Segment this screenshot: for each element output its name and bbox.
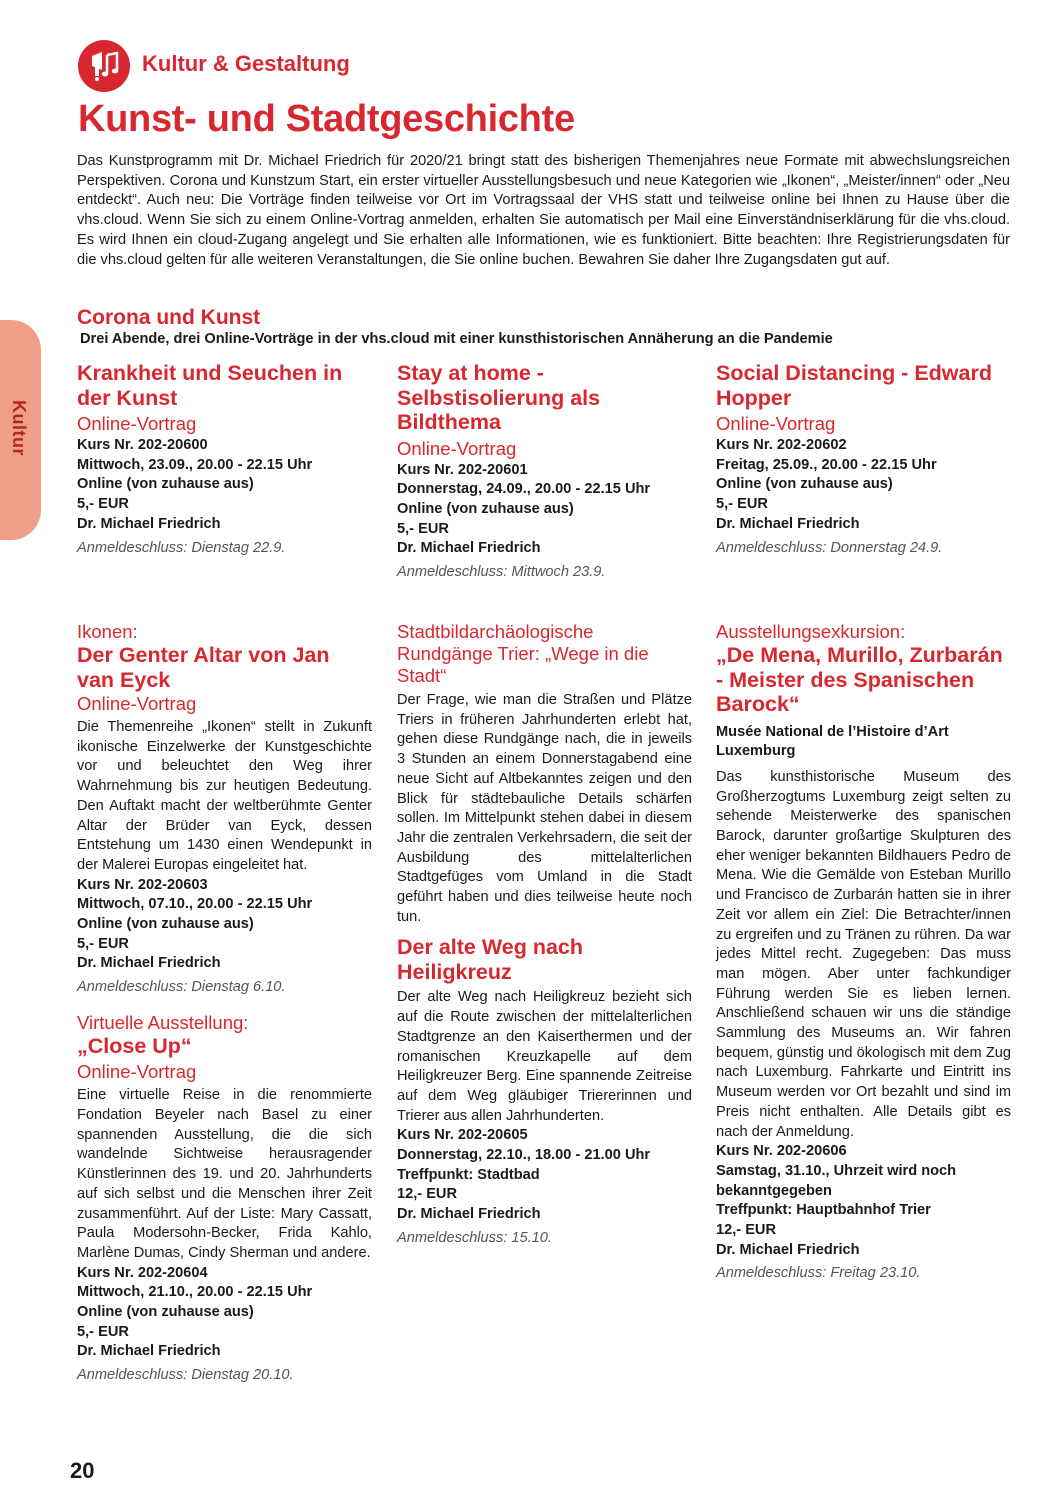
course-description: Das kunsthistorische Museum des Großherzogtums Luxemburg zeigt selten zu sehende Meisterwerke des spanischen Barock, darunter großartige Skulpturen des eher weniger bekannten Bildhauers Pedro de Mena. Wie die Gemälde von Esteban Murillo und Francisco de Zurbarán hatten sie in ihrer Zeit vor allem ein Ziel: Die Betrachter/innen zu ergreifen und zu Tränen zu rühren. Da war jedes Mittel recht. Zugegeben: Das muss man mögen. Aber unter fachkundiger Führung werden Sie es lieben lernen. Anschließend schauen wir uns die ständige Sammlung des Museums an. Wir fahren bequem, günstig und ökologisch mit dem Zug nach Luxemburg. Fahrkarte und Eintritt ins Museum werden vor Ort bezahlt und sind im Preis nicht enthalten. Alle Details gibt es nach der Anmeldung. <box>716 768 1011 1140</box>
course-type: Online-Vortrag <box>397 437 517 459</box>
course-description: Der alte Weg nach Heiligkreuz bezieht sich auf die Route zwischen der mittelalterlichen Stadtgrenze an den Kaiserthermen und der romanischen Kreuzkapelle auf dem Heiligkreuzer Berg. Eine spannende Zeitreise auf dem Weg gläubiger Triererinnen und Trierer aus allen Jahrhunderten. <box>397 989 692 1124</box>
course-date: Mittwoch, 23.09., 20.00 - 22.15 Uhr <box>77 456 313 473</box>
course-lecturer: Dr. Michael Friedrich <box>716 515 860 532</box>
category-logo <box>78 40 130 92</box>
course-number: Kurs Nr. 202-20603 <box>77 876 208 893</box>
intro-text: Das Kunstprogramm mit Dr. Michael Friedrich für 2020/21 bringt statt des bisherigen Themenjahres neue Formate mit abwechslungsreichen Perspektiven. Corona und Kunstzum Start, ein erster virtueller Ausstellungsbesuch und neue Kategorien wie „Ikonen“, „Meister/innen“ oder „Neu entdeckt“. Auch neu: Die Vorträge finden teilweise vor Ort im Vortragssaal der VHS statt und teilweise online bei Ihnen zu Hause über die vhs.cloud. Wenn Sie sich zu einem Online-Vortrag anmelden, erhalten Sie automatisch per Mail eine Einverständniserklärung für die vhs.cloud. Es wird Ihnen ein cloud-Zugang angelegt und Sie erhalten alle Informationen, wie es funktioniert. Bitte beachten: Ihre Registrierungsdaten für die vhs.cloud gelten für alle weiteren Veranstaltungen, die Sie online buchen. Bewahren Sie daher Ihre Zugangsdaten gut auf. <box>77 153 1010 268</box>
course-card <box>77 361 367 558</box>
course-date: Freitag, 25.09., 20.00 - 22.15 Uhr <box>716 456 937 473</box>
column-left <box>77 621 372 1386</box>
course-price: 5,- EUR <box>77 496 129 513</box>
course-place: Online (von zuhause aus) <box>397 500 574 517</box>
course-description: Eine virtuelle Reise in die renommierte Fondation Beyeler nach Basel zu einer spannenden Ausstellung, die die sich wandelnde Sichtweise herausragender Künstlerinnen des 19. und 20. Jahrhunderts auf sich selbst und die Menschen ihrer Zeit zusammenführt. Auf der Liste: Mary Cassatt, Paula Modersohn-Becker, Frida Kahlo, Marlène Dumas, Cindy Sherman und andere. <box>77 1087 372 1261</box>
course-type: Online-Vortrag <box>77 413 197 434</box>
course-number: Kurs Nr. 202-20602 <box>716 437 847 453</box>
course-price: 12,- EUR <box>397 1186 458 1203</box>
course-place: Treffpunkt: Stadtbad <box>397 1166 540 1183</box>
course-card <box>716 361 1006 558</box>
side-tab-label: Kultur <box>9 400 29 456</box>
section-subheading: Drei Abende, drei Online-Vorträge in der vhs.cloud mit einer kunsthistorischen Annäherung an die Pandemie <box>80 331 833 347</box>
column-right <box>716 621 1011 1284</box>
course-deadline: Anmeldeschluss: Dienstag 6.10. <box>77 979 286 996</box>
course-card <box>397 361 687 583</box>
section-heading: Corona und Kunst <box>77 306 261 329</box>
course-place: Treffpunkt: Hauptbahnhof Trier <box>716 1202 931 1219</box>
course-pretitle: Ikonen: <box>77 621 138 642</box>
course-number: Kurs Nr. 202-20605 <box>397 1127 528 1144</box>
course-lecturer: Dr. Michael Friedrich <box>77 515 221 532</box>
page-title: Kunst- und Stadtgeschichte <box>78 98 575 140</box>
course-description: Die Themenreihe „Ikonen“ stellt in Zukunft ikonische Einzelwerke der Kunstgeschichte vor und beleuchtet den Weg ihrer Wahrnehmung bis zur heutigen Bedeutung. Den Auftakt macht der weltberühmte Genter Altar der Brüder van Eyck, dessen Entstehung um 1430 einen Wendepunkt in der Malerei Europas eingeleitet hat. <box>77 719 372 873</box>
course-description: Der Frage, wie man die Straßen und Plätze Triers in früheren Jahrhunderten erlebt hat, gehen diese Rundgänge nach, die in jeweils 3 Stunden an einem Donnerstagabend eine neue Sicht auf Altbekanntes zeigen und den Blick für städtebauliche Details schärfen sollen. Im Mittelpunkt stehen dabei in diesem Jahr die zentralen Verkehrsadern, die seit der Ausbildung des mittelalterlichen Stadtgefüges vom Umland in die Stadt geführt haben und dies teilweise heute noch tun. <box>397 692 692 925</box>
course-date: Mittwoch, 21.10., 20.00 - 22.15 Uhr <box>77 1284 313 1301</box>
course-ikonen <box>77 621 372 998</box>
course-price: 5,- EUR <box>716 496 768 513</box>
course-closeup <box>77 1012 372 1386</box>
course-title: „De Mena, Murillo, Zurbarán - Meister des Spanischen Barock“ <box>716 643 1003 716</box>
course-exkursion <box>716 621 1011 1284</box>
course-place: Online (von zuhause aus) <box>77 1304 254 1321</box>
course-lecturer: Dr. Michael Friedrich <box>397 540 541 557</box>
course-deadline: Anmeldeschluss: Donnerstag 24.9. <box>716 539 943 556</box>
course-stadtbild <box>397 621 692 927</box>
course-place: Online (von zuhause aus) <box>77 916 254 933</box>
course-deadline: Anmeldeschluss: Dienstag 20.10. <box>77 1367 294 1384</box>
side-tab-kultur[interactable] <box>0 320 41 540</box>
page-number: 20 <box>70 1458 95 1483</box>
course-deadline: Anmeldeschluss: 15.10. <box>397 1229 552 1246</box>
course-venue: Musée National de l’Histoire d’Art Luxemburg <box>716 723 949 760</box>
course-deadline: Anmeldeschluss: Dienstag 22.9. <box>77 539 286 556</box>
course-number: Kurs Nr. 202-20601 <box>397 461 528 478</box>
course-date: Mittwoch, 07.10., 20.00 - 22.15 Uhr <box>77 896 313 913</box>
course-place: Online (von zuhause aus) <box>716 476 893 493</box>
course-lecturer: Dr. Michael Friedrich <box>397 1206 541 1223</box>
course-pretitle: Stadtbildarchäologische Rundgänge Trier: „Wege in die Stadt“ <box>397 621 649 686</box>
course-deadline: Anmeldeschluss: Freitag 23.10. <box>716 1265 921 1282</box>
course-type: Online-Vortrag <box>77 693 197 714</box>
course-lecturer: Dr. Michael Friedrich <box>716 1241 860 1258</box>
course-pretitle: Ausstellungsexkursion: <box>716 621 906 642</box>
course-price: 5,- EUR <box>77 1323 129 1340</box>
course-title: Der alte Weg nach Heiligkreuz <box>397 935 583 984</box>
course-date: Samstag, 31.10., Uhrzeit wird noch bekanntgegeben <box>716 1162 957 1199</box>
course-lecturer: Dr. Michael Friedrich <box>77 1343 221 1360</box>
course-lecturer: Dr. Michael Friedrich <box>77 955 221 972</box>
course-date: Donnerstag, 24.09., 20.00 - 22.15 Uhr <box>397 481 651 498</box>
course-title: „Close Up“ <box>77 1033 192 1058</box>
course-date: Donnerstag, 22.10., 18.00 - 21.00 Uhr <box>397 1147 651 1164</box>
course-type: Online-Vortrag <box>716 413 836 434</box>
course-heiligkreuz <box>397 935 692 1248</box>
column-middle <box>397 621 692 1249</box>
course-number: Kurs Nr. 202-20600 <box>77 437 208 453</box>
course-title: Der Genter Altar von Jan van Eyck <box>77 643 330 692</box>
course-number: Kurs Nr. 202-20606 <box>716 1143 847 1160</box>
category-label: Kultur & Gestaltung <box>142 51 350 76</box>
course-price: 12,- EUR <box>716 1222 777 1239</box>
course-type: Online-Vortrag <box>77 1061 197 1083</box>
course-pretitle: Virtuelle Ausstellung: <box>77 1011 249 1033</box>
course-number: Kurs Nr. 202-20604 <box>77 1264 208 1281</box>
course-title: Krankheit und Seuchen in der Kunst <box>77 361 343 410</box>
course-price: 5,- EUR <box>397 520 449 537</box>
course-price: 5,- EUR <box>77 935 129 952</box>
course-place: Online (von zuhause aus) <box>77 476 254 493</box>
course-deadline: Anmeldeschluss: Mittwoch 23.9. <box>397 564 606 581</box>
course-title: Stay at home - Selbstisolierung als Bildthema <box>397 361 601 434</box>
course-title: Social Distancing - Edward Hopper <box>716 361 992 410</box>
music-megaphone-icon <box>78 40 130 92</box>
